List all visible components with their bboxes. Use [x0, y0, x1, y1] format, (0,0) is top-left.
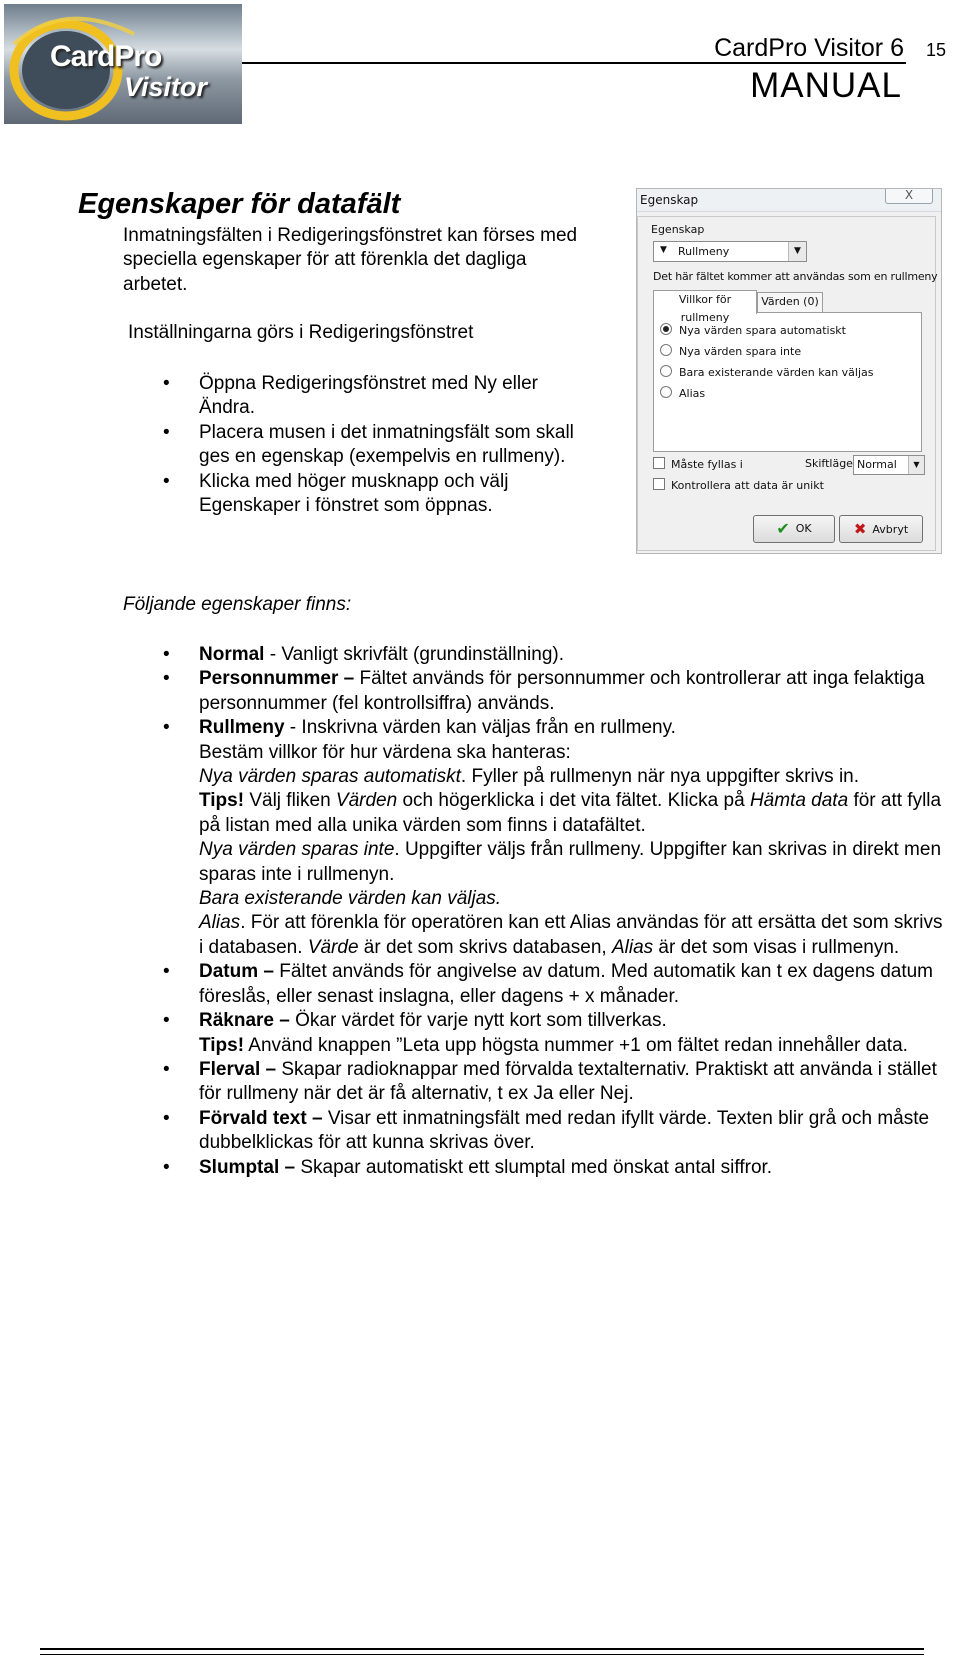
desc: - Vanligt skrivfält (grundinställning). [264, 644, 565, 665]
tips-text: Använd knappen ”Leta upp högsta nummer +1 om fältet redan innehåller data. [244, 1034, 908, 1056]
page-number: 15 [925, 40, 946, 60]
checkbox-unique[interactable] [653, 478, 824, 492]
property-personnummer: • Personnummer – Fältet används för personnummer och kontrollerar att inga felaktiga personnummer (fel kontrollsiffra) används. [163, 668, 925, 714]
header-manual: MANUAL [750, 66, 902, 105]
logo-text-visitor: Visitor [124, 72, 208, 102]
option-name: Nya värden sparas automatiskt [199, 766, 461, 788]
shift-select[interactable] [853, 455, 925, 475]
radio-existing-only[interactable] [660, 365, 874, 379]
checkbox-icon [653, 478, 665, 490]
property-hint: Det här fältet kommer att användas som en rullmeny [653, 270, 938, 283]
egenskap-dialog [636, 188, 942, 554]
desc: Ökar värdet för varje nytt kort som tillverkas. [289, 1010, 667, 1032]
radio-icon [660, 344, 672, 356]
property-rullmeny: • Rullmeny - Inskrivna värden kan väljas från en rullmeny. Bestäm villkor för hur värdena ska hanteras: Nya värden sparas automatiskt. Fyller på rullmenyn när nya uppgifter skrivs in. Tips! Välj fliken Värden och högerklicka i det vita fältet. Klicka på Hämta data för att fylla på listan med alla unika värden som finns i datafältet. Nya värden sparas inte. Uppgifter väljs från rullmeny. Uppgifter kan skrivas in direkt men sparas inte i rullmenyn. Bara existerande värden kan väljas. Alias. För att förenkla för operatören kan ett Alias användas för att ersätta det som skrivs i databasen. Värde är det som skrivs databasen, Alias är det som visas i rullmenyn. [163, 717, 943, 958]
checkmark-icon: ✔ [776, 519, 790, 538]
group-label: Egenskap [651, 223, 705, 236]
radio-label: Nya värden spara inte [679, 345, 802, 358]
radio-icon [660, 386, 672, 398]
footer-rule [40, 1648, 924, 1650]
radio-selected-icon [660, 323, 672, 335]
tips-text: för att fylla på listan med alla unika värden som finns i datafältet. [199, 790, 942, 836]
properties-list [163, 643, 949, 1180]
header-rule [242, 62, 906, 64]
alias-alias: Alias [611, 936, 654, 958]
property-type-value: Rullmeny [678, 245, 730, 258]
term: Slumptal – [199, 1156, 296, 1178]
radio-label: Nya värden spara automatiskt [679, 324, 846, 337]
tips-label: Tips! [199, 1034, 245, 1056]
checkbox-required[interactable] [653, 457, 743, 471]
desc: - Inskrivna värden kan väljas från en rullmeny. [284, 717, 676, 739]
desc: Visar ett inmatningsfält med redan ifyllt värde. Texten blir grå och måste dubbelklickas för att kunna skrivas över. [199, 1107, 930, 1154]
option-text: . Uppgifter väljs från rullmeny. Uppgifter kan skrivas in direkt men sparas inte i rullmenyn. [199, 839, 942, 885]
property-slumptal: • Slumptal – Skapar automatiskt ett slumptal med önskat antal siffror. [163, 1156, 773, 1178]
desc: Skapar automatiskt ett slumptal med önskat antal siffror. [295, 1156, 773, 1178]
desc: Fältet används för angivelse av datum. Med automatik kan t ex dagens datum föreslås, eller senast inslagna, eller dagens + x månader. [199, 961, 934, 1007]
shift-label: Skiftläge [805, 457, 853, 470]
close-button[interactable]: X [885, 189, 933, 204]
tips-label: Tips! [199, 790, 245, 812]
section-title: Egenskaper för datafält [78, 188, 401, 220]
term: Rullmeny [199, 717, 285, 739]
radio-label: Bara existerande värden kan väljas [679, 366, 874, 379]
tab-varden[interactable]: Värden (0) [757, 292, 823, 313]
cancel-button[interactable] [839, 515, 923, 543]
desc: Skapar radioknappar med förvalda textalternativ. Praktiskt att använda i stället för rullmeny när det är få alternativ, t ex Ja eller Nej. [199, 1058, 937, 1105]
step-text: Klicka med höger musknapp och välj Egenskaper i fönstret som öppnas. [199, 470, 509, 517]
desc: Fältet används för personnummer och kontrollerar att inga felaktiga personnummer (fel kontrollsiffra) används. [199, 668, 925, 714]
dialog-titlebar [637, 189, 941, 212]
property-type-select[interactable] [653, 241, 807, 262]
option-name: Alias [199, 912, 241, 934]
list-item: • Placera musen i det inmatningsfält som skall ges en egenskap (exempelvis en rullmeny). [163, 421, 574, 468]
radio-label: Alias [679, 387, 706, 400]
step-text: Öppna Redigeringsfönstret med Ny eller Ändra. [199, 373, 539, 419]
term: Flerval – [199, 1058, 277, 1080]
header-product-title: CardPro Visitor 6 [714, 34, 904, 62]
radio-icon [660, 365, 672, 377]
steps-list [163, 372, 589, 518]
tips-text: Välj fliken [244, 790, 336, 812]
option-name: Bara existerande värden kan väljas. [199, 888, 502, 910]
term: Normal [199, 644, 265, 665]
ok-label: OK [795, 522, 812, 535]
option-text: . Fyller på rullmenyn när nya uppgifter skrivs in. [460, 766, 860, 788]
option-name: Nya värden sparas inte [199, 839, 395, 861]
term: Datum – [199, 961, 274, 983]
term: Förvald text – [199, 1107, 323, 1129]
term: Personnummer – [199, 668, 355, 690]
following-heading: Följande egenskaper finns: [123, 594, 352, 615]
alias-text: är det som visas i rullmenyn. [653, 936, 900, 958]
logo-text-cardpro: CardPro [50, 40, 162, 73]
shift-value: Normal [857, 458, 897, 471]
chevron-down-icon[interactable]: ▼ [908, 456, 924, 474]
cardpro-visitor-logo [4, 4, 242, 124]
ok-button[interactable] [753, 515, 835, 543]
list-item: • Klicka med höger musknapp och välj Egenskaper i fönstret som öppnas. [163, 470, 509, 517]
property-raknare: • Räknare – Ökar värdet för varje nytt kort som tillverkas. Tips! Använd knappen ”Leta upp högsta nummer +1 om fältet redan innehåller data. [163, 1010, 908, 1056]
term: Räknare – [199, 1010, 290, 1032]
checkbox-label: Kontrollera att data är unikt [671, 479, 824, 492]
cancel-label: Avbryt [872, 523, 909, 536]
property-forvald-text: • Förvald text – Visar ett inmatningsfält med redan ifyllt värde. Texten blir grå och måste dubbelklickas för att kunna skrivas över. [163, 1107, 930, 1154]
checkbox-icon [653, 457, 665, 469]
radio-save-not[interactable] [660, 344, 801, 358]
checkbox-label: Måste fyllas i [671, 458, 743, 471]
tab-panel [653, 312, 922, 452]
tips-fetch: Hämta data [749, 790, 849, 812]
chevron-down-icon[interactable]: ▼ [788, 242, 806, 261]
property-flerval: • Flerval – Skapar radioknappar med förvalda textalternativ. Praktiskt att använda i stället för rullmeny när det är få alternativ, t ex Ja eller Nej. [163, 1058, 937, 1105]
settings-subheading: Inställningarna görs i Redigeringsfönstret [128, 322, 474, 343]
step-text: Placera musen i det inmatningsfält som skall ges en egenskap (exempelvis en rullmeny). [199, 421, 574, 468]
conditions: Bestäm villkor för hur värdena ska hanteras: [199, 741, 571, 763]
tab-villkor[interactable]: Villkor för rullmeny [653, 290, 757, 314]
property-normal: • Normal - Vanligt skrivfält (grundinställning). [163, 644, 565, 665]
alias-text: är det som skrivs databasen, [358, 936, 612, 958]
section-intro: Inmatningsfälten i Redigeringsfönstret kan förses med speciella egenskaper för att förenkla det dagliga arbetet. [123, 225, 578, 295]
property-datum: • Datum – Fältet används för angivelse av datum. Med automatik kan t ex dagens datum föreslås, eller senast inslagna, eller dagens + x månader. [163, 961, 934, 1007]
footer-rule-thin [40, 1654, 924, 1655]
cross-icon: ✖ [853, 520, 867, 538]
dropdown-marker-icon: ▼ [660, 245, 667, 255]
radio-alias[interactable] [660, 386, 705, 400]
alias-text: . För att förenkla för operatören kan ett Alias användas för att ersätta det som skrivs i databasen. [199, 912, 943, 958]
dialog-title: Egenskap [640, 193, 699, 207]
tips-tab: Värden [335, 790, 398, 812]
tips-text: och högerklicka i det vita fältet. Klicka på [397, 790, 750, 812]
alias-varde: Värde [307, 936, 359, 958]
list-item: • Öppna Redigeringsfönstret med Ny eller Ändra. [163, 373, 539, 419]
